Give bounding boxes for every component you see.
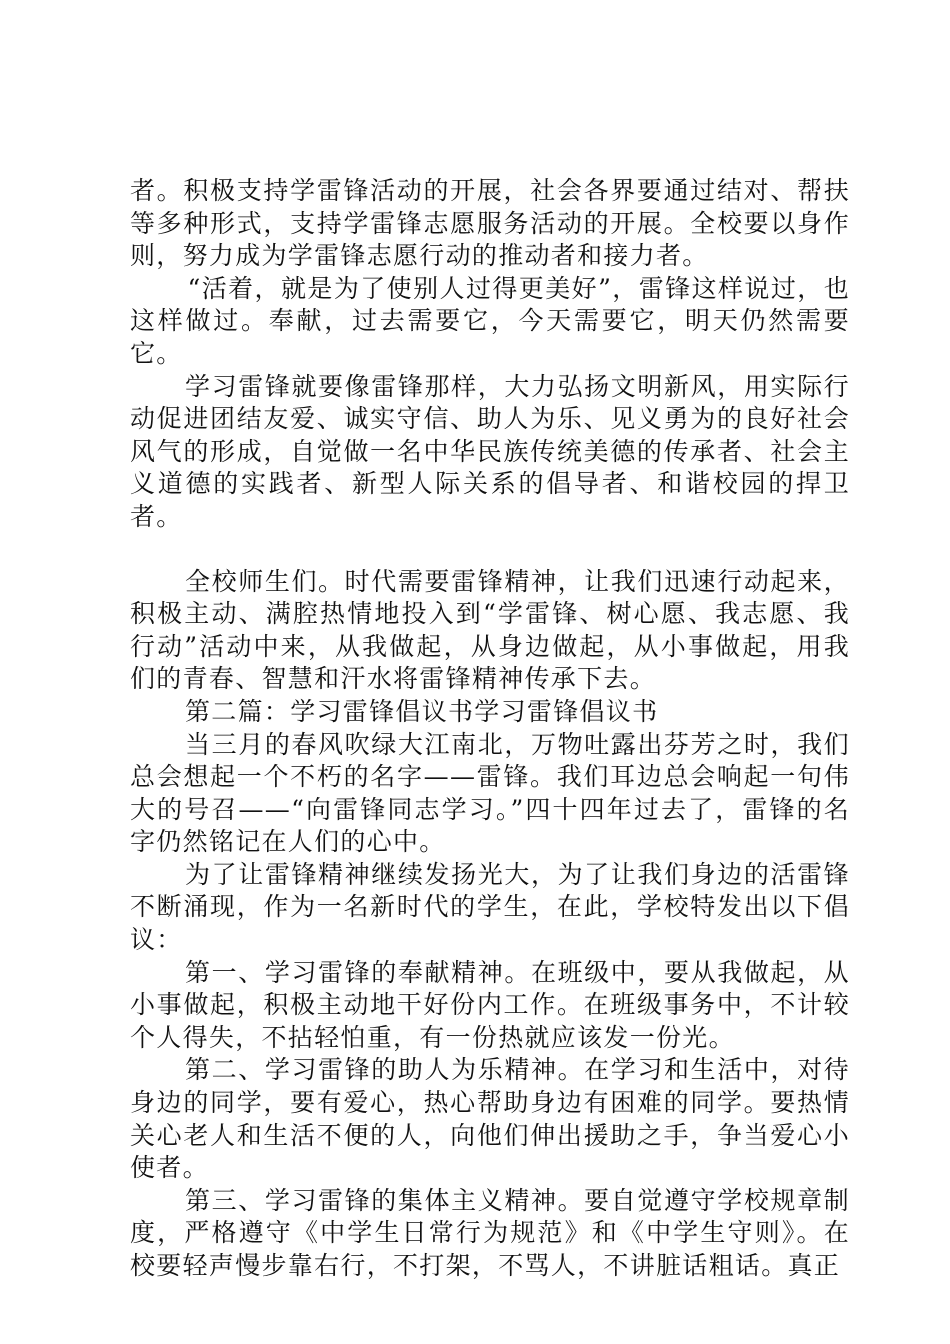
- paragraph-5: 当三月的春风吹绿大江南北，万物吐露出芬芳之时，我们总会想起一个不朽的名字——雷锋。我们耳边总会响起一句伟大的号召——“向雷锋同志学习。”四十四年过去了，雷锋的名字仍然铭记在人们的心中。: [130, 729, 850, 857]
- paragraph-3: 学习雷锋就要像雷锋那样，大力弘扬文明新风，用实际行动促进团结友爱、诚实守信、助人为乐、见义勇为的良好社会风气的形成，自觉做一名中华民族传统美德的传承者、社会主义道德的实践者、新型人际关系的倡导者、和谐校园的捍卫者。: [130, 371, 850, 531]
- paragraph-7: 第一、学习雷锋的奉献精神。在班级中，要从我做起，从小事做起，积极主动地干好份内工作。在班级事务中，不计较个人得失，不拈轻怕重，有一份热就应该发一份光。: [130, 957, 850, 1052]
- paragraph-9: 第三、学习雷锋的集体主义精神。要自觉遵守学校规章制度，严格遵守《中学生日常行为规范》和《中学生守则》。在校要轻声慢步靠右行，不打架，不骂人，不讲脏话粗话。真正: [130, 1185, 850, 1280]
- paragraph-6: 为了让雷锋精神继续发扬光大，为了让我们身边的活雷锋不断涌现，作为一名新时代的学生，在此，学校特发出以下倡议：: [130, 859, 850, 955]
- paragraph-8: 第二、学习雷锋的助人为乐精神。在学习和生活中，对待身边的同学，要有爱心，热心帮助身边有困难的同学。要热情关心老人和生活不便的人，向他们伸出援助之手，争当爱心小使者。: [130, 1055, 850, 1183]
- paragraph-1: 者。积极支持学雷锋活动的开展，社会各界要通过结对、帮扶等多种形式，支持学雷锋志愿服务活动的开展。全校要以身作则，努力成为学雷锋志愿行动的推动者和接力者。: [130, 176, 850, 271]
- paragraph-2: “活着，就是为了使别人过得更美好”，雷锋这样说过，也这样做过。奉献，过去需要它，今天需要它，明天仍然需要它。: [130, 273, 850, 368]
- section-heading: 第二篇：学习雷锋倡议书学习雷锋倡议书: [185, 696, 659, 726]
- document-body: [130, 175, 850, 1283]
- paragraph-gap: [130, 534, 850, 566]
- paragraph-4: 全校师生们。时代需要雷锋精神，让我们迅速行动起来，积极主动、满腔热情地投入到“学雷锋、树心愿、我志愿、我行动”活动中来，从我做起，从身边做起，从小事做起，用我们的青春、智慧和汗水将雷锋精神传承下去。: [130, 566, 850, 694]
